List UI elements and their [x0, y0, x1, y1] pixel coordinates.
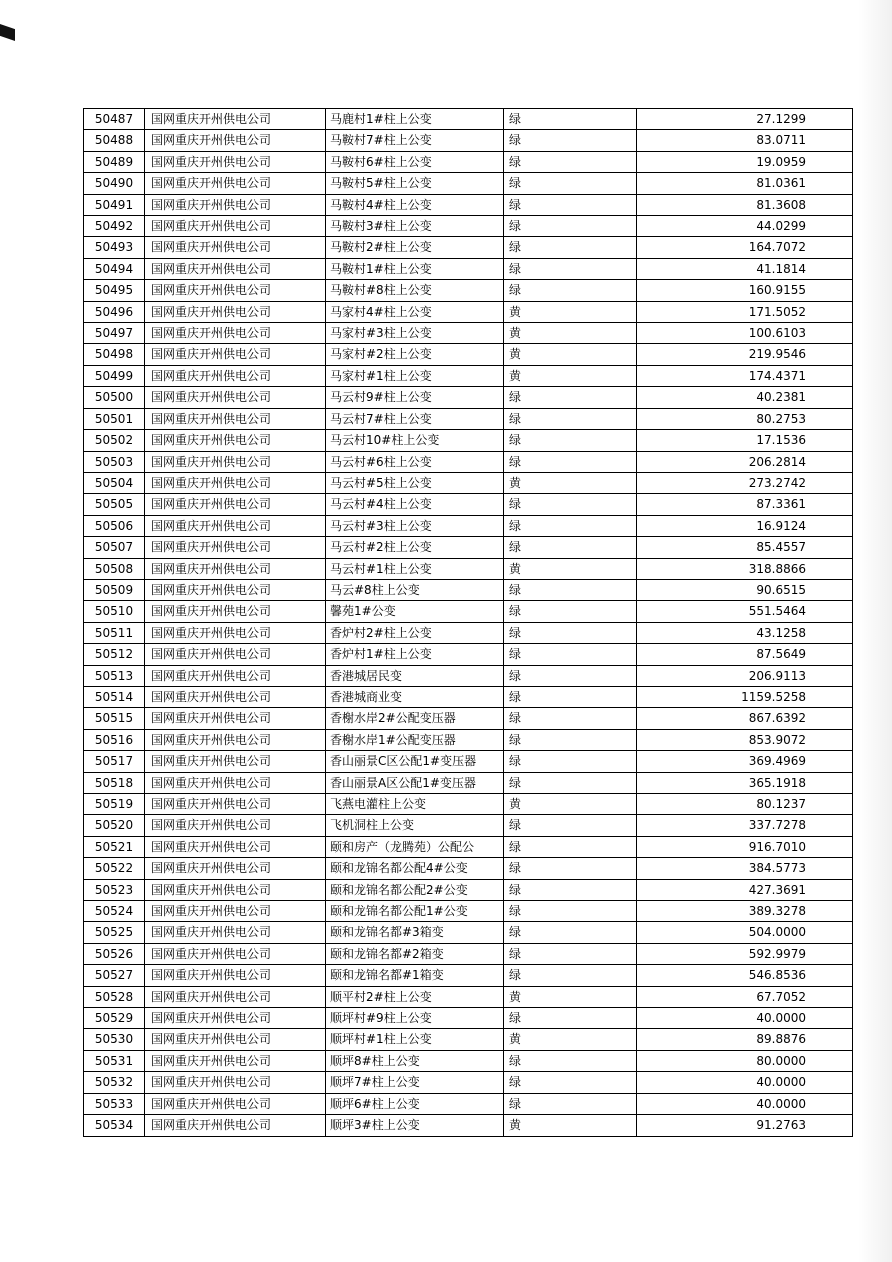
id-cell[interactable]: 50531 — [84, 1050, 145, 1071]
company-cell[interactable]: 国网重庆开州供电公司 — [145, 686, 326, 707]
table-row — [84, 772, 853, 793]
status-cell[interactable]: 绿 — [504, 1050, 637, 1071]
company-cell[interactable]: 国网重庆开州供电公司 — [145, 836, 326, 857]
company-cell[interactable]: 国网重庆开州供电公司 — [145, 280, 326, 301]
table-row — [84, 344, 853, 365]
device-cell[interactable]: 马鞍村1#柱上公变 — [326, 258, 504, 279]
table-row — [84, 1072, 853, 1093]
company-cell[interactable]: 国网重庆开州供电公司 — [145, 451, 326, 472]
status-cell[interactable]: 绿 — [504, 965, 637, 986]
status-cell[interactable]: 绿 — [504, 665, 637, 686]
status-cell[interactable]: 绿 — [504, 430, 637, 451]
id-cell[interactable]: 50496 — [84, 301, 145, 322]
value-cell[interactable]: 85.4557 — [637, 537, 853, 558]
device-cell[interactable]: 颐和龙锦名都#2箱变 — [326, 943, 504, 964]
value-cell[interactable]: 27.1299 — [637, 109, 853, 130]
company-cell[interactable]: 国网重庆开州供电公司 — [145, 1008, 326, 1029]
table-row — [84, 515, 853, 536]
id-cell[interactable]: 50492 — [84, 216, 145, 237]
value-cell[interactable]: 164.7072 — [637, 237, 853, 258]
value-cell[interactable]: 427.3691 — [637, 879, 853, 900]
status-cell[interactable]: 绿 — [504, 173, 637, 194]
value-cell[interactable]: 90.6515 — [637, 579, 853, 600]
table-row — [84, 109, 853, 130]
company-cell[interactable]: 国网重庆开州供电公司 — [145, 1093, 326, 1114]
id-cell[interactable]: 50525 — [84, 922, 145, 943]
status-cell[interactable]: 绿 — [504, 494, 637, 515]
value-cell[interactable]: 546.8536 — [637, 965, 853, 986]
device-cell[interactable]: 颐和龙锦名都公配4#公变 — [326, 858, 504, 879]
table-row — [84, 494, 853, 515]
id-cell[interactable]: 50505 — [84, 494, 145, 515]
value-cell[interactable]: 171.5052 — [637, 301, 853, 322]
value-cell[interactable]: 551.5464 — [637, 601, 853, 622]
company-cell[interactable]: 国网重庆开州供电公司 — [145, 408, 326, 429]
device-cell[interactable]: 香炉村2#柱上公变 — [326, 622, 504, 643]
company-cell[interactable]: 国网重庆开州供电公司 — [145, 901, 326, 922]
company-cell[interactable]: 国网重庆开州供电公司 — [145, 965, 326, 986]
table-row — [84, 836, 853, 857]
status-cell[interactable]: 绿 — [504, 387, 637, 408]
table-row — [84, 130, 853, 151]
value-cell[interactable]: 43.1258 — [637, 622, 853, 643]
company-cell[interactable]: 国网重庆开州供电公司 — [145, 665, 326, 686]
id-cell[interactable]: 50502 — [84, 430, 145, 451]
id-cell[interactable]: 50530 — [84, 1029, 145, 1050]
status-cell[interactable]: 绿 — [504, 772, 637, 793]
id-cell[interactable]: 50512 — [84, 644, 145, 665]
company-cell[interactable]: 国网重庆开州供电公司 — [145, 558, 326, 579]
id-cell[interactable]: 50508 — [84, 558, 145, 579]
device-cell[interactable]: 马鞍村4#柱上公变 — [326, 194, 504, 215]
device-cell[interactable]: 马家村#3柱上公变 — [326, 323, 504, 344]
company-cell[interactable]: 国网重庆开州供电公司 — [145, 130, 326, 151]
value-cell[interactable]: 504.0000 — [637, 922, 853, 943]
table-row — [84, 858, 853, 879]
id-cell[interactable]: 50493 — [84, 237, 145, 258]
company-cell[interactable]: 国网重庆开州供电公司 — [145, 430, 326, 451]
company-cell[interactable]: 国网重庆开州供电公司 — [145, 751, 326, 772]
status-cell[interactable]: 绿 — [504, 258, 637, 279]
table-row — [84, 387, 853, 408]
id-cell[interactable]: 50488 — [84, 130, 145, 151]
company-cell[interactable]: 国网重庆开州供电公司 — [145, 1050, 326, 1071]
device-cell[interactable]: 马鞍村7#柱上公变 — [326, 130, 504, 151]
value-cell[interactable]: 80.0000 — [637, 1050, 853, 1071]
table-row — [84, 365, 853, 386]
status-cell[interactable]: 绿 — [504, 943, 637, 964]
device-cell[interactable]: 马云村7#柱上公变 — [326, 408, 504, 429]
status-cell[interactable]: 绿 — [504, 280, 637, 301]
id-cell[interactable]: 50500 — [84, 387, 145, 408]
status-cell[interactable]: 黄 — [504, 301, 637, 322]
device-cell[interactable]: 香山丽景A区公配1#变压器 — [326, 772, 504, 793]
id-cell[interactable]: 50499 — [84, 365, 145, 386]
status-cell[interactable]: 绿 — [504, 815, 637, 836]
status-cell[interactable]: 绿 — [504, 515, 637, 536]
company-cell[interactable]: 国网重庆开州供电公司 — [145, 344, 326, 365]
status-cell[interactable]: 绿 — [504, 751, 637, 772]
id-cell[interactable]: 50490 — [84, 173, 145, 194]
status-cell[interactable]: 绿 — [504, 216, 637, 237]
id-cell[interactable]: 50528 — [84, 986, 145, 1007]
company-cell[interactable]: 国网重庆开州供电公司 — [145, 622, 326, 643]
id-cell[interactable]: 50520 — [84, 815, 145, 836]
table-row — [84, 922, 853, 943]
device-cell[interactable]: 馨苑1#公变 — [326, 601, 504, 622]
table-row — [84, 1008, 853, 1029]
value-cell[interactable]: 89.8876 — [637, 1029, 853, 1050]
status-cell[interactable]: 绿 — [504, 858, 637, 879]
status-cell[interactable]: 黄 — [504, 558, 637, 579]
value-cell[interactable]: 867.6392 — [637, 708, 853, 729]
status-cell[interactable]: 绿 — [504, 109, 637, 130]
value-cell[interactable]: 87.5649 — [637, 644, 853, 665]
value-cell[interactable]: 91.2763 — [637, 1115, 853, 1136]
table-row — [84, 1029, 853, 1050]
table-row — [84, 280, 853, 301]
device-cell[interactable]: 马云村#2柱上公变 — [326, 537, 504, 558]
device-cell[interactable]: 颐和房产（龙腾苑）公配公 — [326, 836, 504, 857]
status-cell[interactable]: 绿 — [504, 601, 637, 622]
company-cell[interactable]: 国网重庆开州供电公司 — [145, 943, 326, 964]
id-cell[interactable]: 50515 — [84, 708, 145, 729]
table-row — [84, 986, 853, 1007]
status-cell[interactable]: 绿 — [504, 451, 637, 472]
value-cell[interactable]: 67.7052 — [637, 986, 853, 1007]
value-cell[interactable]: 16.9124 — [637, 515, 853, 536]
value-cell[interactable]: 81.3608 — [637, 194, 853, 215]
device-cell[interactable]: 顺坪村#9柱上公变 — [326, 1008, 504, 1029]
company-cell[interactable]: 国网重庆开州供电公司 — [145, 365, 326, 386]
table-row — [84, 1050, 853, 1071]
id-cell[interactable]: 50527 — [84, 965, 145, 986]
value-cell[interactable]: 81.0361 — [637, 173, 853, 194]
id-cell[interactable]: 50487 — [84, 109, 145, 130]
id-cell[interactable]: 50523 — [84, 879, 145, 900]
device-cell[interactable]: 顺平村2#柱上公变 — [326, 986, 504, 1007]
device-cell[interactable]: 马云#8柱上公变 — [326, 579, 504, 600]
status-cell[interactable]: 绿 — [504, 922, 637, 943]
company-cell[interactable]: 国网重庆开州供电公司 — [145, 986, 326, 1007]
status-cell[interactable]: 绿 — [504, 644, 637, 665]
id-cell[interactable]: 50510 — [84, 601, 145, 622]
id-cell[interactable]: 50511 — [84, 622, 145, 643]
company-cell[interactable]: 国网重庆开州供电公司 — [145, 922, 326, 943]
table-row — [84, 751, 853, 772]
value-cell[interactable]: 40.2381 — [637, 387, 853, 408]
table-row — [84, 472, 853, 493]
value-cell[interactable]: 369.4969 — [637, 751, 853, 772]
status-cell[interactable]: 黄 — [504, 344, 637, 365]
id-cell[interactable]: 50503 — [84, 451, 145, 472]
company-cell[interactable]: 国网重庆开州供电公司 — [145, 644, 326, 665]
company-cell[interactable]: 国网重庆开州供电公司 — [145, 537, 326, 558]
id-cell[interactable]: 50506 — [84, 515, 145, 536]
table-row — [84, 622, 853, 643]
value-cell[interactable]: 592.9979 — [637, 943, 853, 964]
status-cell[interactable]: 绿 — [504, 708, 637, 729]
device-cell[interactable]: 香港城商业变 — [326, 686, 504, 707]
company-cell[interactable]: 国网重庆开州供电公司 — [145, 237, 326, 258]
company-cell[interactable]: 国网重庆开州供电公司 — [145, 708, 326, 729]
status-cell[interactable]: 黄 — [504, 1115, 637, 1136]
value-cell[interactable]: 44.0299 — [637, 216, 853, 237]
status-cell[interactable]: 绿 — [504, 151, 637, 172]
id-cell[interactable]: 50518 — [84, 772, 145, 793]
status-cell[interactable]: 绿 — [504, 901, 637, 922]
value-cell[interactable]: 1159.5258 — [637, 686, 853, 707]
device-cell[interactable]: 颐和龙锦名都#3箱变 — [326, 922, 504, 943]
table-row — [84, 301, 853, 322]
device-cell[interactable]: 马云村#4柱上公变 — [326, 494, 504, 515]
device-cell[interactable]: 马鹿村1#柱上公变 — [326, 109, 504, 130]
status-cell[interactable]: 绿 — [504, 408, 637, 429]
table-row — [84, 579, 853, 600]
value-cell[interactable]: 916.7010 — [637, 836, 853, 857]
table-row — [84, 216, 853, 237]
status-cell[interactable]: 黄 — [504, 472, 637, 493]
table-row — [84, 451, 853, 472]
table-row — [84, 601, 853, 622]
device-cell[interactable]: 马家村#2柱上公变 — [326, 344, 504, 365]
value-cell[interactable]: 337.7278 — [637, 815, 853, 836]
company-cell[interactable]: 国网重庆开州供电公司 — [145, 1029, 326, 1050]
id-cell[interactable]: 50516 — [84, 729, 145, 750]
value-cell[interactable]: 206.2814 — [637, 451, 853, 472]
status-cell[interactable]: 绿 — [504, 1072, 637, 1093]
table-row — [84, 408, 853, 429]
value-cell[interactable]: 87.3361 — [637, 494, 853, 515]
id-cell[interactable]: 50495 — [84, 280, 145, 301]
value-cell[interactable]: 83.0711 — [637, 130, 853, 151]
device-cell[interactable]: 马鞍村6#柱上公变 — [326, 151, 504, 172]
device-cell[interactable]: 顺坪6#柱上公变 — [326, 1093, 504, 1114]
device-cell[interactable]: 马鞍村#8柱上公变 — [326, 280, 504, 301]
company-cell[interactable]: 国网重庆开州供电公司 — [145, 815, 326, 836]
company-cell[interactable]: 国网重庆开州供电公司 — [145, 729, 326, 750]
status-cell[interactable]: 绿 — [504, 879, 637, 900]
value-cell[interactable]: 219.9546 — [637, 344, 853, 365]
company-cell[interactable]: 国网重庆开州供电公司 — [145, 858, 326, 879]
company-cell[interactable]: 国网重庆开州供电公司 — [145, 515, 326, 536]
company-cell[interactable]: 国网重庆开州供电公司 — [145, 216, 326, 237]
status-cell[interactable]: 绿 — [504, 836, 637, 857]
value-cell[interactable]: 17.1536 — [637, 430, 853, 451]
company-cell[interactable]: 国网重庆开州供电公司 — [145, 109, 326, 130]
company-cell[interactable]: 国网重庆开州供电公司 — [145, 794, 326, 815]
device-cell[interactable]: 马云村10#柱上公变 — [326, 430, 504, 451]
device-cell[interactable]: 马云村#1柱上公变 — [326, 558, 504, 579]
status-cell[interactable]: 绿 — [504, 194, 637, 215]
table-row — [84, 901, 853, 922]
id-cell[interactable]: 50494 — [84, 258, 145, 279]
status-cell[interactable]: 黄 — [504, 986, 637, 1007]
id-cell[interactable]: 50501 — [84, 408, 145, 429]
corner-mark — [0, 24, 15, 41]
data-table-container — [83, 108, 853, 1137]
id-cell[interactable]: 50519 — [84, 794, 145, 815]
table-row — [84, 943, 853, 964]
company-cell[interactable]: 国网重庆开州供电公司 — [145, 194, 326, 215]
table-row — [84, 151, 853, 172]
id-cell[interactable]: 50504 — [84, 472, 145, 493]
device-cell[interactable]: 马家村#1柱上公变 — [326, 365, 504, 386]
table-row — [84, 879, 853, 900]
table-row — [84, 173, 853, 194]
device-cell[interactable]: 香炉村1#柱上公变 — [326, 644, 504, 665]
status-cell[interactable]: 绿 — [504, 1008, 637, 1029]
status-cell[interactable]: 绿 — [504, 537, 637, 558]
id-cell[interactable]: 50514 — [84, 686, 145, 707]
device-cell[interactable]: 颐和龙锦名都#1箱变 — [326, 965, 504, 986]
device-cell[interactable]: 马鞍村3#柱上公变 — [326, 216, 504, 237]
value-cell[interactable]: 318.8866 — [637, 558, 853, 579]
status-cell[interactable]: 黄 — [504, 794, 637, 815]
table-row — [84, 729, 853, 750]
table-row — [84, 815, 853, 836]
value-cell[interactable]: 40.0000 — [637, 1072, 853, 1093]
status-cell[interactable]: 绿 — [504, 579, 637, 600]
device-cell[interactable]: 顺坪3#柱上公变 — [326, 1115, 504, 1136]
device-cell[interactable]: 马云村#3柱上公变 — [326, 515, 504, 536]
value-cell[interactable]: 365.1918 — [637, 772, 853, 793]
id-cell[interactable]: 50513 — [84, 665, 145, 686]
table-row — [84, 965, 853, 986]
id-cell[interactable]: 50533 — [84, 1093, 145, 1114]
table-row — [84, 708, 853, 729]
table-row — [84, 537, 853, 558]
status-cell[interactable]: 绿 — [504, 729, 637, 750]
table-row — [84, 794, 853, 815]
id-cell[interactable]: 50532 — [84, 1072, 145, 1093]
company-cell[interactable]: 国网重庆开州供电公司 — [145, 579, 326, 600]
status-cell[interactable]: 绿 — [504, 1093, 637, 1114]
value-cell[interactable]: 206.9113 — [637, 665, 853, 686]
id-cell[interactable]: 50526 — [84, 943, 145, 964]
device-cell[interactable]: 颐和龙锦名都公配2#公变 — [326, 879, 504, 900]
value-cell[interactable]: 19.0959 — [637, 151, 853, 172]
device-cell[interactable]: 顺坪8#柱上公变 — [326, 1050, 504, 1071]
device-cell[interactable]: 马鞍村5#柱上公变 — [326, 173, 504, 194]
value-cell[interactable]: 384.5773 — [637, 858, 853, 879]
id-cell[interactable]: 50507 — [84, 537, 145, 558]
table-row — [84, 665, 853, 686]
id-cell[interactable]: 50522 — [84, 858, 145, 879]
status-cell[interactable]: 绿 — [504, 686, 637, 707]
device-cell[interactable]: 马云村#5柱上公变 — [326, 472, 504, 493]
id-cell[interactable]: 50521 — [84, 836, 145, 857]
status-cell[interactable]: 绿 — [504, 622, 637, 643]
company-cell[interactable]: 国网重庆开州供电公司 — [145, 772, 326, 793]
device-cell[interactable]: 颐和龙锦名都公配1#公变 — [326, 901, 504, 922]
device-cell[interactable]: 马云村#6柱上公变 — [326, 451, 504, 472]
company-cell[interactable]: 国网重庆开州供电公司 — [145, 387, 326, 408]
id-cell[interactable]: 50489 — [84, 151, 145, 172]
status-cell[interactable]: 黄 — [504, 365, 637, 386]
value-cell[interactable]: 40.0000 — [637, 1008, 853, 1029]
id-cell[interactable]: 50498 — [84, 344, 145, 365]
value-cell[interactable]: 174.4371 — [637, 365, 853, 386]
device-cell[interactable]: 飞机洞柱上公变 — [326, 815, 504, 836]
table-row — [84, 258, 853, 279]
device-cell[interactable]: 香榭水岸2#公配变压器 — [326, 708, 504, 729]
value-cell[interactable]: 273.2742 — [637, 472, 853, 493]
company-cell[interactable]: 国网重庆开州供电公司 — [145, 323, 326, 344]
value-cell[interactable]: 853.9072 — [637, 729, 853, 750]
device-cell[interactable]: 香港城居民变 — [326, 665, 504, 686]
table-row — [84, 430, 853, 451]
table-row — [84, 1115, 853, 1136]
value-cell[interactable]: 80.1237 — [637, 794, 853, 815]
device-cell[interactable]: 顺坪村#1柱上公变 — [326, 1029, 504, 1050]
company-cell[interactable]: 国网重庆开州供电公司 — [145, 472, 326, 493]
device-cell[interactable]: 飞燕电灌柱上公变 — [326, 794, 504, 815]
company-cell[interactable]: 国网重庆开州供电公司 — [145, 173, 326, 194]
data-table — [83, 108, 853, 1137]
table-row — [84, 1093, 853, 1114]
status-cell[interactable]: 黄 — [504, 1029, 637, 1050]
device-cell[interactable]: 顺坪7#柱上公变 — [326, 1072, 504, 1093]
table-row — [84, 644, 853, 665]
value-cell[interactable]: 80.2753 — [637, 408, 853, 429]
company-cell[interactable]: 国网重庆开州供电公司 — [145, 879, 326, 900]
device-cell[interactable]: 香山丽景C区公配1#变压器 — [326, 751, 504, 772]
company-cell[interactable]: 国网重庆开州供电公司 — [145, 301, 326, 322]
id-cell[interactable]: 50529 — [84, 1008, 145, 1029]
value-cell[interactable]: 100.6103 — [637, 323, 853, 344]
table-row — [84, 558, 853, 579]
company-cell[interactable]: 国网重庆开州供电公司 — [145, 601, 326, 622]
right-edge-shade — [858, 0, 892, 1262]
status-cell[interactable]: 黄 — [504, 323, 637, 344]
company-cell[interactable]: 国网重庆开州供电公司 — [145, 1115, 326, 1136]
status-cell[interactable]: 绿 — [504, 237, 637, 258]
device-cell[interactable]: 马家村4#柱上公变 — [326, 301, 504, 322]
table-row — [84, 323, 853, 344]
table-row — [84, 686, 853, 707]
value-cell[interactable]: 160.9155 — [637, 280, 853, 301]
company-cell[interactable]: 国网重庆开州供电公司 — [145, 151, 326, 172]
table-row — [84, 237, 853, 258]
value-cell[interactable]: 40.0000 — [637, 1093, 853, 1114]
id-cell[interactable]: 50534 — [84, 1115, 145, 1136]
status-cell[interactable]: 绿 — [504, 130, 637, 151]
value-cell[interactable]: 389.3278 — [637, 901, 853, 922]
id-cell[interactable]: 50517 — [84, 751, 145, 772]
company-cell[interactable]: 国网重庆开州供电公司 — [145, 258, 326, 279]
device-cell[interactable]: 马鞍村2#柱上公变 — [326, 237, 504, 258]
id-cell[interactable]: 50491 — [84, 194, 145, 215]
table-row — [84, 194, 853, 215]
device-cell[interactable]: 马云村9#柱上公变 — [326, 387, 504, 408]
device-cell[interactable]: 香榭水岸1#公配变压器 — [326, 729, 504, 750]
company-cell[interactable]: 国网重庆开州供电公司 — [145, 494, 326, 515]
table-body — [84, 109, 853, 1137]
id-cell[interactable]: 50509 — [84, 579, 145, 600]
id-cell[interactable]: 50524 — [84, 901, 145, 922]
company-cell[interactable]: 国网重庆开州供电公司 — [145, 1072, 326, 1093]
value-cell[interactable]: 41.1814 — [637, 258, 853, 279]
id-cell[interactable]: 50497 — [84, 323, 145, 344]
